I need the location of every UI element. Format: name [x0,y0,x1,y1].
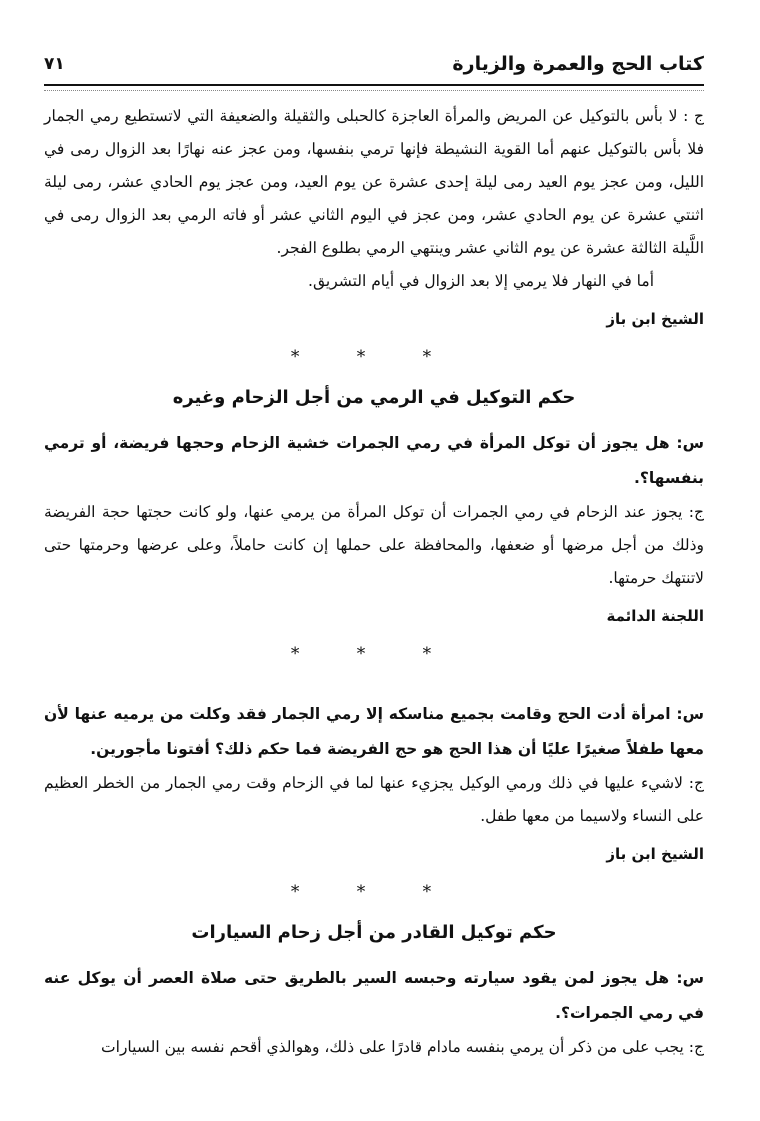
section-separator: * * * [290,882,458,902]
answer-paragraph: أما في النهار فلا يرمي إلا بعد الزوال في أيام التشريق. [308,272,654,290]
section-separator: * * * [290,644,458,664]
book-title: كتاب الحج والعمرة والزيارة [452,53,704,75]
header-rule [44,84,704,91]
fatwa-source: الشيخ ابن باز [606,310,704,328]
question-paragraph: س: امرأة أدت الحج وقامت بجميع مناسكه إلا رمي الجمار فقد وكلت من يرميه عنها لأن معها طفلاً صغيرًا عليًا أن هذا الحج هو حج الفريضة فما حكم ذلك؟ أفتونا مأجورين. [44,705,704,758]
fatwa-source: الشيخ ابن باز [606,845,704,863]
section-separator: * * * [290,347,458,367]
question-paragraph: س: هل يجوز لمن يقود سيارته وحبسه السير بالطريق حتى صلاة العصر أن يوكل عنه في رمي الجمرات؟. [44,969,704,1022]
page-body [44,100,704,1064]
answer-paragraph: ج: يجوز عند الزحام في رمي الجمرات أن توكل المرأة من يرمي عنها، ولو كانت حجتها حجة الفريضة وذلك من أجل مرضها أو ضعفها، والمحافظة على حملها إن كانت حاملاً، وعلى عرضها وحرمتها حتى لاتنتهك حرمتها. [44,503,704,587]
fatwa-source: اللجنة الدائمة [606,607,704,625]
section-heading: حكم توكيل القادر من أجل زحام السيارات [191,922,557,943]
answer-paragraph: ج: يجب على من ذكر أن يرمي بنفسه مادام قادرًا على ذلك، وهوالذي أقحم نفسه بين السيارات [101,1038,704,1056]
answer-paragraph: ج: لاشيء عليها في ذلك ورمي الوكيل يجزيء عنها لما في الزحام وقت رمي الجمار من الخطر العظيم على النساء ولاسيما من معها طفل. [44,774,704,825]
question-paragraph: س: هل يجوز أن توكل المرأة في رمي الجمرات خشية الزحام وحجها فريضة، أو ترمي بنفسها؟. [44,434,704,487]
answer-paragraph: ج : لا بأس بالتوكيل عن المريض والمرأة العاجزة كالحبلى والثقيلة والضعيفة التي لاتستطيع رمي الجمار فلا بأس بالتوكيل عنهم أما القوية النشيطة فإنها ترمي بنفسها، ومن عجز عنه نهارًا بعد الزوال رمى في الليل، ومن عجز يوم العيد رمى ليلة إحدى عشرة عن يوم العيد، ومن عجز يوم الحادي عشر، رمى ليلة اثنتي عشرة عن يوم الحادي عشر، ومن عجز في اليوم الثاني عشر أو فاته الرمي بعد الزوال رمى في اللَّيلة الثالثة عشرة عن يوم الثاني عشر وينتهي الرمي بطلوع الفجر. [44,107,704,257]
page-number: ٧١ [44,54,65,74]
running-header [44,46,704,82]
section-heading: حكم التوكيل في الرمي من أجل الزحام وغيره [172,387,576,408]
